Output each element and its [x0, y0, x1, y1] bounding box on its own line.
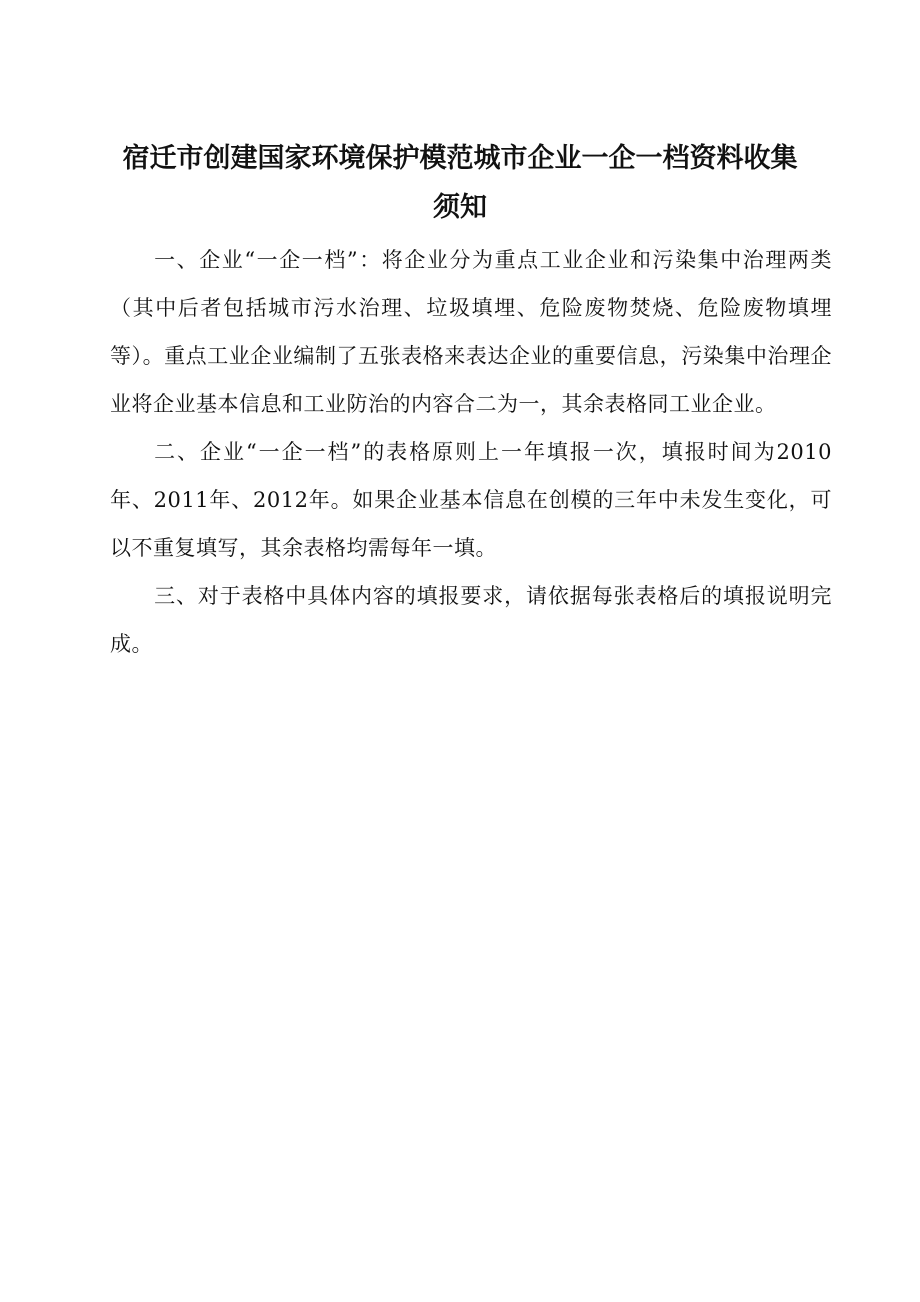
paragraph-3: 三、对于表格中具体内容的填报要求，请依据每张表格后的填报说明完成。: [110, 584, 832, 656]
title-line-2: 须知: [433, 192, 487, 223]
document-title: [100, 134, 820, 232]
paragraph-2: 二、企业“一企一档”的表格原则上一年填报一次，填报时间为2010年、2011年、2012年。如果企业基本信息在创模的三年中未发生变化，可以不重复填写，其余表格均需每年一填。: [110, 440, 832, 560]
paragraph-1: 一、企业“一企一档”：将企业分为重点工业企业和污染集中治理两类（其中后者包括城市污水治理、垃圾填埋、危险废物焚烧、危险废物填埋等）。重点工业企业编制了五张表格来表达企业的重要信息，污染集中治理企业将企业基本信息和工业防治的内容合二为一，其余表格同工业企业。: [110, 248, 832, 416]
document-body: [110, 236, 832, 668]
title-line-1: 宿迁市创建国家环境保护模范城市企业一企一档资料收集: [122, 143, 798, 174]
